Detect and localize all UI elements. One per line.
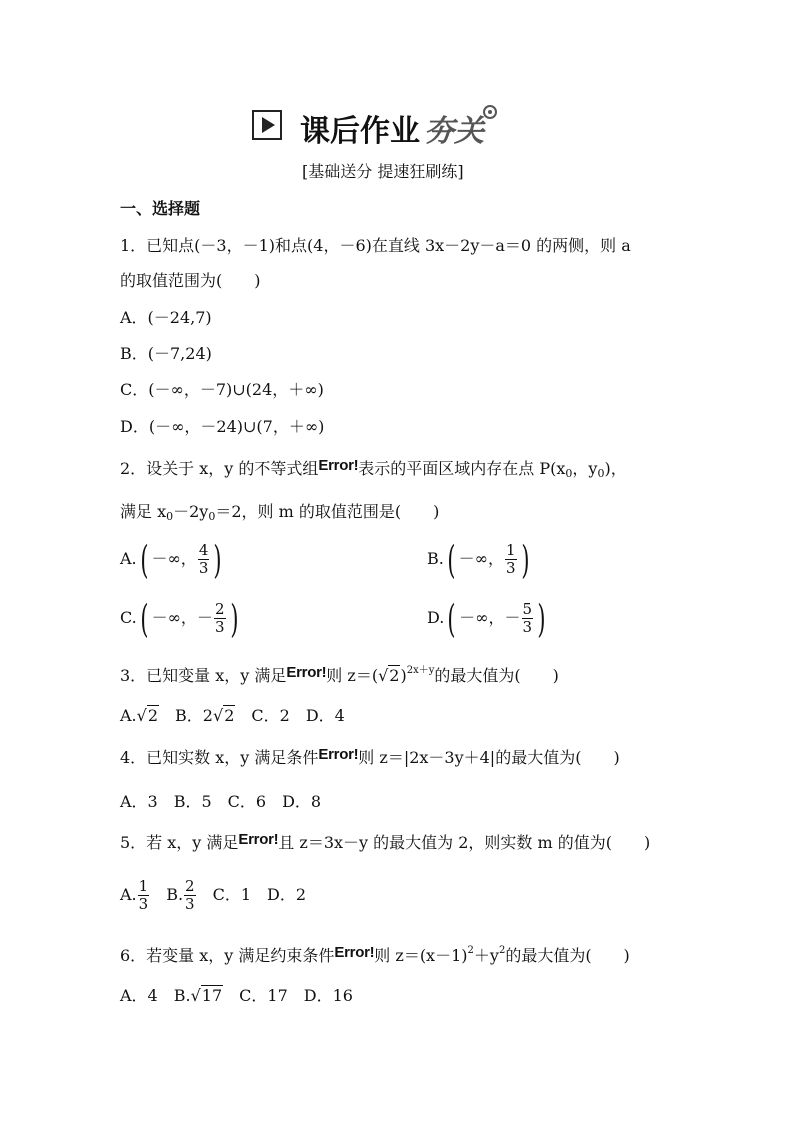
q2-l2-b: －2y: [173, 502, 209, 521]
denominator: 3: [522, 618, 533, 636]
option-label: D.: [427, 608, 445, 627]
page-subtitle: [基础送分 提速狂刷练]: [302, 162, 464, 181]
q4-text-post: 则 z＝|2x－3y＋4|的最大值为( ): [358, 748, 620, 767]
play-icon: [252, 110, 282, 140]
q2-sub: 0: [597, 467, 605, 480]
q6-text-c: 的最大值为( ): [505, 946, 630, 965]
q5-text-post: 且 z＝3x－y 的最大值为 2，则实数 m 的值为( ): [278, 833, 651, 852]
option-text: C．2 D．4: [251, 706, 345, 725]
logo-text: 夯关: [424, 114, 484, 149]
sqrt-expression: √2: [213, 706, 235, 725]
option-label: A.: [120, 885, 137, 904]
error-token: Error!: [318, 746, 359, 763]
question-2-line-1: [120, 459, 627, 484]
q4-text-pre: 4．已知实数 x，y 满足条件: [120, 748, 319, 767]
q2-text-pre: 2．设关于 x，y 的不等式组: [120, 459, 319, 478]
section-heading: 一、选择题: [120, 199, 201, 218]
q5-text-pre: 5．若 x，y 满足: [120, 833, 239, 852]
question-5-options: [120, 872, 306, 918]
denominator: 3: [506, 559, 516, 577]
paren-right: ): [537, 596, 546, 641]
logo-gear-icon: [482, 104, 498, 120]
paren-right: ): [213, 537, 222, 582]
question-2-option-c: [120, 594, 241, 642]
q2-text-comma: ，y: [572, 459, 598, 478]
numerator: 2: [185, 877, 195, 895]
fraction: [138, 878, 150, 913]
question-1-option-d: D．(－∞，－24)∪(7，＋∞): [120, 417, 325, 436]
question-2-option-a: [120, 535, 225, 583]
sqrt-expression: √17: [190, 986, 223, 1005]
sqrt-expression: √2: [136, 706, 159, 725]
option-label: A.: [120, 706, 137, 725]
exponent: 2x＋y: [406, 665, 435, 676]
q6-text-pre: 6．若变量 x，y 满足约束条件: [120, 946, 335, 965]
q2-l2-sub-a: 0: [166, 510, 174, 523]
option-label: C.: [120, 608, 137, 627]
question-5-line-1: [120, 833, 650, 854]
denominator: 3: [214, 618, 225, 636]
option-text: －∞，: [151, 608, 197, 627]
paren-left: (: [139, 537, 149, 582]
minus-sign: －: [504, 608, 521, 627]
paren-right: ): [520, 537, 530, 582]
error-token: Error!: [238, 831, 279, 848]
radicand: 2: [224, 706, 235, 725]
q2-l2-c: ＝2，则 m 的取值范围是( ): [215, 502, 440, 521]
q6-text-a: 则 z＝(x－1): [374, 946, 468, 965]
option-label: B.: [427, 549, 444, 568]
paren-right: ): [229, 596, 238, 641]
q3-text-post: 的最大值为( ): [434, 666, 559, 685]
exponent: 2: [467, 945, 474, 956]
radicand: 2: [389, 666, 400, 685]
paren-left: (: [140, 596, 149, 641]
fraction: [198, 542, 210, 577]
question-2-line-2: [120, 502, 439, 527]
option-label: B．2: [175, 706, 213, 725]
q2-text-post: 表示的平面区域内存在点 P(x: [358, 459, 566, 478]
radicand: 2: [147, 706, 159, 725]
q3-text-pre: 3．已知变量 x，y 满足: [120, 666, 287, 685]
paren-left: (: [447, 596, 456, 641]
error-token: Error!: [318, 457, 359, 474]
error-token: Error!: [334, 944, 375, 961]
numerator: 1: [506, 541, 516, 559]
question-3-line-1: 3．已知变量 x，y 满足Error!则 $z=(√2)^{2x+y}$的最大值为( ): [120, 664, 559, 685]
denominator: 3: [185, 895, 195, 913]
question-4-options: A．3 B．5 C．6 D．8: [120, 792, 322, 811]
question-6-line-1: [120, 941, 630, 967]
option-text: A．4 B.: [120, 986, 191, 1005]
minus-sign: －: [196, 608, 213, 627]
option-text: －∞，: [151, 549, 197, 568]
question-1-line-1: 1．已知点(－3，－1)和点(4，－6)在直线 3x－2y－a＝0 的两侧，则 a: [120, 236, 631, 255]
numerator: 4: [198, 541, 209, 559]
question-6-options: [120, 986, 353, 1006]
option-label: B.: [166, 885, 184, 904]
q2-l2-sub-b: 0: [208, 510, 216, 523]
q2-text-end: )，: [604, 459, 627, 478]
paren-left: (: [447, 537, 456, 582]
fraction: [184, 878, 196, 913]
fraction: [505, 542, 517, 577]
radicand: 17: [201, 986, 223, 1005]
option-label: A.: [120, 549, 137, 568]
q6-text-b: ＋y: [473, 946, 499, 965]
fraction: [214, 601, 226, 636]
sqrt-expression: √2: [378, 666, 400, 685]
fraction: [522, 601, 534, 636]
option-text: －∞，: [459, 608, 505, 627]
denominator: 3: [138, 895, 149, 913]
q2-sub: 0: [565, 467, 573, 480]
question-2-option-d: [427, 594, 549, 642]
page-title: 课后作业: [300, 114, 420, 149]
option-text: C．1 D．2: [212, 885, 307, 904]
brand-logo: [424, 106, 484, 150]
numerator: 5: [522, 600, 533, 618]
question-2-option-b: [427, 535, 532, 583]
question-1-line-2: 的取值范围为( ): [120, 271, 261, 290]
exponent: 2: [498, 945, 506, 956]
question-4-line-1: [120, 748, 620, 769]
question-3-options: [120, 706, 345, 726]
question-1-option-a: A．(－24,7): [120, 308, 212, 327]
numerator: 2: [214, 600, 225, 618]
option-text: －∞，: [458, 549, 505, 568]
q2-l2-a: 满足 x: [120, 502, 167, 521]
question-1-option-c: C．(－∞，－7)∪(24，＋∞): [120, 380, 324, 399]
question-1-option-b: B．(－7,24): [120, 344, 212, 363]
error-token: Error!: [286, 664, 327, 681]
denominator: 3: [198, 559, 209, 577]
option-text: C．17 D．16: [239, 986, 353, 1005]
q3-text-mid: 则 z＝(: [326, 666, 379, 685]
numerator: 1: [138, 877, 149, 895]
